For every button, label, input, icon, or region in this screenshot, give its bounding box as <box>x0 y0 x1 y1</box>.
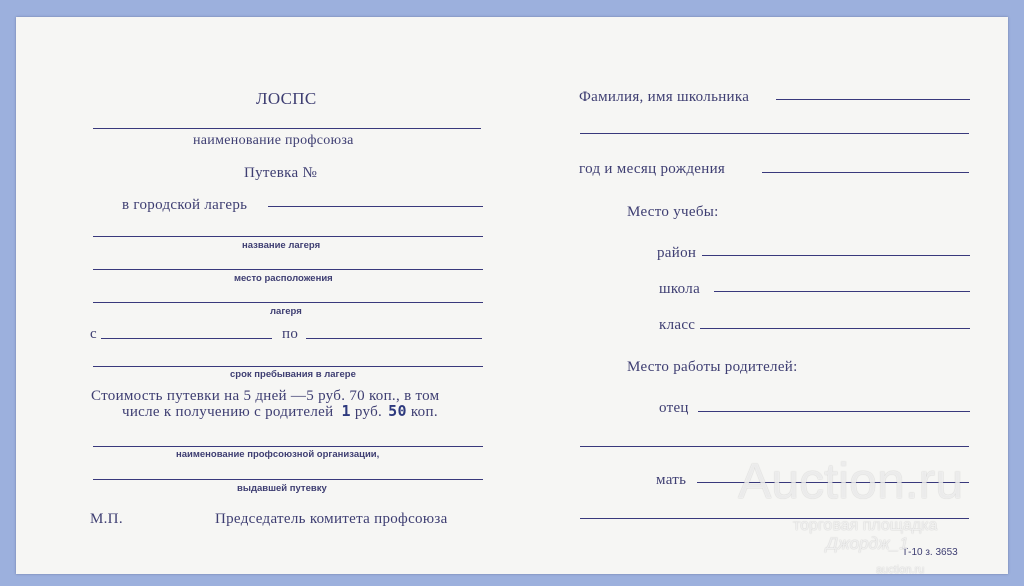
camp-name-line <box>93 236 483 237</box>
camp-name-caption: название лагеря <box>242 240 321 251</box>
father-label: отец <box>659 400 689 416</box>
issuer-line <box>93 479 483 480</box>
stay-caption: срок пребывания в лагере <box>230 369 356 380</box>
student-name-line <box>776 99 970 100</box>
cost-line-2 <box>122 404 438 420</box>
camp-line <box>268 206 483 207</box>
location-line <box>93 269 483 270</box>
cost-line-2-prefix: числе к получению с родителей <box>122 404 334 420</box>
father-line <box>698 411 970 412</box>
union-name-line <box>93 128 481 129</box>
watermark-user: Джордж_1 <box>826 534 909 553</box>
cost-line-1: Стоимость путевки на 5 дней —5 руб. 70 коп., в том <box>91 388 440 404</box>
mother-label: мать <box>656 472 687 488</box>
school-label: школа <box>659 281 701 297</box>
to-line <box>306 338 482 339</box>
issuer-caption: выдавшей путевку <box>237 483 327 494</box>
camp-label: в городской лагерь <box>122 197 248 213</box>
class-label: класс <box>659 317 696 333</box>
district-label: район <box>657 245 697 261</box>
work-label: Место работы родителей: <box>627 359 798 375</box>
cost-rub-value: 1 <box>341 402 351 420</box>
org-name-line <box>93 446 483 447</box>
location-caption: место расположения <box>234 273 333 284</box>
class-line <box>700 328 970 329</box>
print-code: Т-10 з. 3653 <box>902 547 958 558</box>
stay-line <box>93 366 483 367</box>
school-line <box>714 291 970 292</box>
camp-caption: лагеря <box>270 306 302 317</box>
watermark-tagline: торговая площадка <box>793 517 938 534</box>
birth-label: год и месяц рождения <box>579 161 726 177</box>
org-title: ЛОСПС <box>256 89 317 108</box>
chairman-label: Председатель комитета профсоюза <box>215 511 448 527</box>
cost-kop-value: 50 <box>388 402 407 420</box>
cost-rub-unit: руб. <box>354 404 383 420</box>
student-name-label: Фамилия, имя школьника <box>579 89 750 105</box>
to-label: по <box>282 326 299 342</box>
from-label: с <box>90 326 97 342</box>
watermark-brand: Auction.ru <box>738 453 964 509</box>
org-name-caption: наименование профсоюзной организации, <box>176 449 380 460</box>
from-line <box>101 338 272 339</box>
watermark-site: auction.ru <box>876 564 925 576</box>
district-line <box>702 255 970 256</box>
father-line-2 <box>580 446 969 447</box>
voucher-number-label: Путевка № <box>244 165 318 181</box>
study-label: Место учебы: <box>627 204 719 220</box>
camp-location-line <box>93 302 483 303</box>
seal-label: М.П. <box>90 511 123 527</box>
birth-line <box>762 172 969 173</box>
union-name-caption: наименование профсоюза <box>193 133 354 148</box>
student-name-line-2 <box>580 133 969 134</box>
cost-kop-unit: коп. <box>410 404 438 420</box>
